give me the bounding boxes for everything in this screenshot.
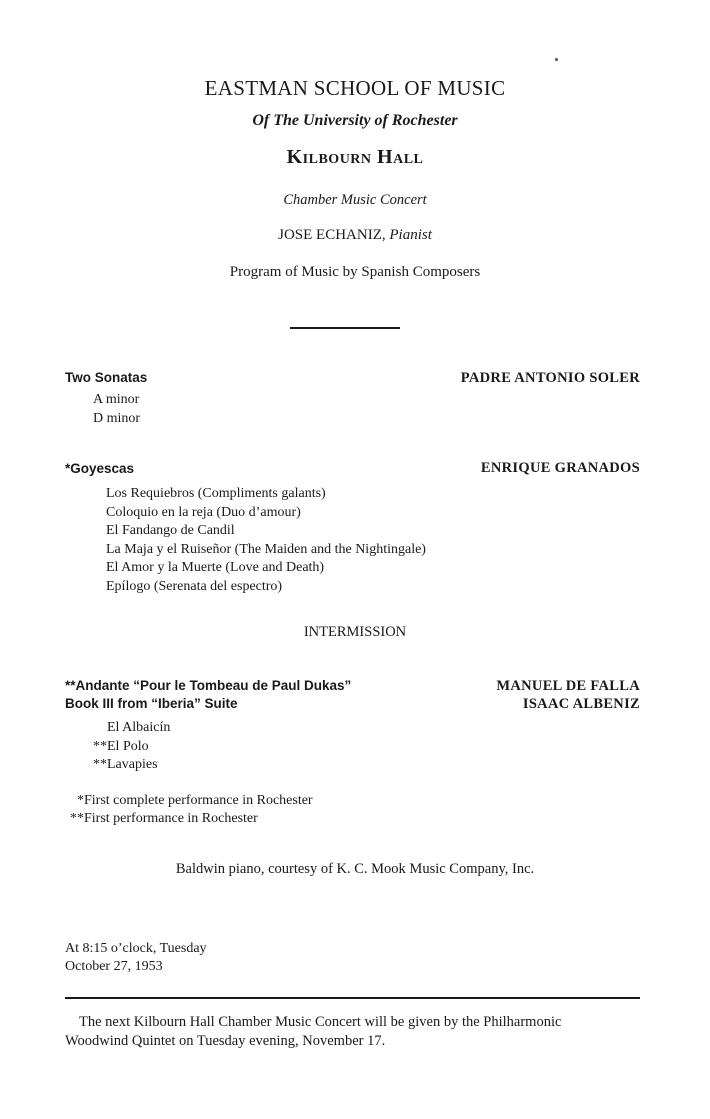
intermission-label: INTERMISSION [303,624,407,640]
movement-item: **Lavapies [93,757,158,772]
work-titles [65,677,351,713]
movement-list [106,485,426,596]
work-title: **Andante “Pour le Tombeau de Paul Dukas” [65,678,352,693]
movement-list [93,719,170,775]
composer-name: ISAAC ALBENIZ [522,696,640,712]
work-title: Book III from “Iberia” Suite [65,696,238,711]
concert-day: October 27, 1953 [65,959,163,974]
concert-date [65,940,207,976]
concert-type: Chamber Music Concert [283,192,427,208]
next-concert-line: Woodwind Quintet on Tuesday evening, November 17. [65,1033,386,1049]
program-title: Program of Music by Spanish Composers [229,264,481,280]
movement-item: La Maja y el Ruiseñor (The Maiden and the Nightingale) [106,541,426,557]
movement-item: A minor [93,392,140,407]
movement-item: El Amor y la Muerte (Love and Death) [106,560,325,575]
performer [0,227,710,244]
footnote: *First complete performance in Rochester [77,793,313,808]
composer-name: MANUEL DE FALLA [496,678,640,694]
school-name: EASTMAN SCHOOL OF MUSIC [204,76,506,100]
movement-item: Los Requiebros (Compliments galants) [106,486,326,501]
performer-role: Pianist [389,227,432,243]
movement-item: **El Polo [93,738,149,754]
footnote: **First performance in Rochester [70,811,258,826]
movement-list [93,391,140,428]
movement-item: D minor [93,410,141,426]
divider-short [290,327,400,329]
work-title: Two Sonatas [65,370,148,385]
performer-name: JOSE ECHANIZ, [278,227,386,243]
composer-name: PADRE ANTONIO SOLER [460,370,640,386]
hall-name: Kilbourn Hall [286,146,424,168]
divider-long [65,997,640,999]
movement-item: Coloquio en la reja (Duo d’amour) [106,504,301,520]
movement-item: Epílogo (Serenata del espectro) [106,578,283,594]
work-title: *Goyescas [65,461,135,476]
composer-names [496,677,640,713]
composer-name: ENRIQUE GRANADOS [480,460,640,476]
courtesy-note: Baldwin piano, courtesy of K. C. Mook Music Company, Inc. [175,861,535,877]
movement-item: El Fandango de Candil [106,523,235,538]
concert-time: At 8:15 o’clock, Tuesday [65,941,207,956]
next-concert-note [65,1013,640,1051]
university-name: Of The University of Rochester [252,112,458,129]
next-concert-line: The next Kilbourn Hall Chamber Music Concert will be given by the Philharmonic [79,1014,562,1030]
movement-item: El Albaicín [107,720,171,735]
footnotes [70,792,313,828]
scan-speck [555,58,558,61]
